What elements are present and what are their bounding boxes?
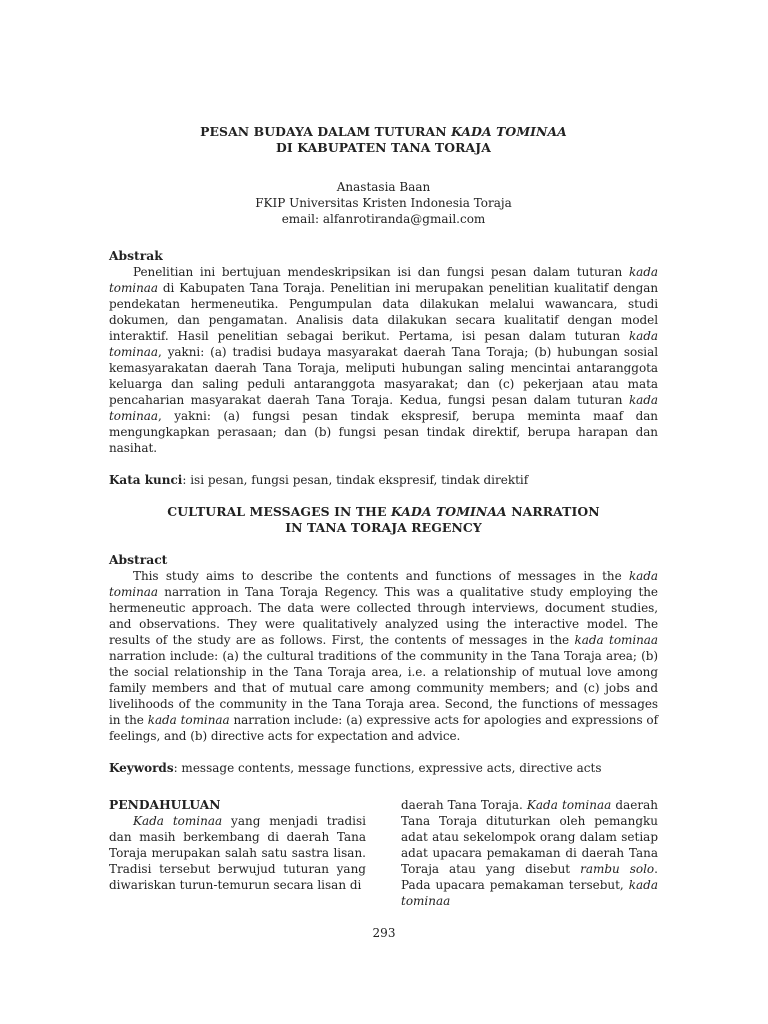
left-italic: Kada tominaa (133, 814, 223, 828)
abstrak-text-4: , yakni: (a) fungsi pesan tindak ekspresif, berupa meminta maaf dan mengungkapkan perasaan; dan (b) fungsi pesan tindak direktif, berupa harapan dan nasihat. (109, 409, 658, 455)
abstract-text-3: narration include: (a) the cultural traditions of the community in the Tana Toraja area; (b) the social relationship in the Tana Toraja area, i.e. a relationship of mutual love among family members and that of mutual care among community members; and (c) jobs and livelihoods of the community in the Tana Toraja area. Second, the functions of messages in the (109, 649, 658, 727)
abstract-text-1: This study aims to describe the contents and functions of messages in the (133, 569, 629, 583)
right-italic-3: kada tominaa (401, 878, 658, 908)
pendahuluan-heading: PENDAHULUAN (109, 797, 221, 812)
abstrak-text-1: Penelitian ini bertujuan mendeskripsikan isi dan fungsi pesan dalam tuturan (133, 265, 629, 279)
article-header-and-abstracts (109, 124, 658, 776)
title-english-italic: KADA TOMINAA (390, 504, 507, 519)
right-column (401, 797, 658, 909)
abstract-italic-3: kada tominaa (147, 713, 230, 727)
title-english-line1 (109, 504, 658, 520)
abstract-heading: Abstract (109, 552, 168, 567)
title-indonesian (109, 124, 658, 156)
title-english-line2: IN TANA TORAJA REGENCY (285, 520, 482, 535)
abstrak-italic-2: kada tominaa (109, 329, 658, 359)
right-text-1: daerah Tana Toraja. (401, 798, 527, 812)
kata-kunci-label: Kata kunci (109, 473, 183, 487)
abstract-text-4: narration include: (a) expressive acts for apologies and expressions of feelings, and (b) directive acts for expectation and advice. (109, 713, 659, 743)
keywords (109, 760, 658, 776)
right-text-3: . Pada upacara pemakaman tersebut, (401, 862, 658, 892)
title-indonesian-italic: KADA TOMINAA (451, 124, 567, 139)
kata-kunci-text: : isi pesan, fungsi pesan, tindak ekspresif, tindak direktif (182, 473, 529, 487)
title-indonesian-text: PESAN BUDAYA DALAM TUTURAN (200, 124, 452, 139)
title-english (109, 504, 658, 536)
abstract-section (109, 552, 658, 744)
left-column (109, 797, 366, 909)
keywords-label: Keywords (109, 761, 174, 775)
author-affiliation: FKIP Universitas Kristen Indonesia Toraja (255, 196, 512, 210)
page-number: 293 (372, 926, 396, 940)
author-block (109, 179, 658, 227)
left-text: yang menjadi tradisi dan masih berkembang di daerah Tana Toraja merupakan salah satu sastra lisan. Tradisi tersebut berwujud tuturan yang diwariskan turun-temurun secara lisan di (109, 814, 366, 892)
abstrak-italic-1: kada tominaa (109, 265, 658, 295)
keywords-text: : message contents, message functions, expressive acts, directive acts (173, 761, 602, 775)
abstrak-section (109, 248, 658, 456)
author-name: Anastasia Baan (336, 180, 431, 194)
title-indonesian-line2: DI KABUPATEN TANA TORAJA (276, 140, 491, 155)
right-column-paragraph (401, 797, 658, 909)
abstract-italic-1: kada tominaa (109, 569, 658, 599)
left-column-paragraph (109, 813, 366, 893)
right-italic-1: Kada tominaa (526, 798, 612, 812)
abstract-text-2: narration in Tana Toraja Regency. This was a qualitative study employing the hermeneutic approach. The data were collected through interviews, document studies, and observations. They were qualitatively analyzed using the interactive model. The results of the study are as follows. First, the contents of messages in the (109, 585, 658, 647)
abstract-italic-2: kada tominaa (574, 633, 658, 647)
abstrak-italic-3: kada tominaa (109, 393, 658, 423)
title-english-text: CULTURAL MESSAGES IN THE (167, 504, 391, 519)
abstrak-body (109, 264, 658, 456)
right-italic-2: rambu solo (580, 862, 655, 876)
title-english-text-post: NARRATION (506, 504, 600, 519)
abstrak-heading: Abstrak (109, 248, 163, 263)
abstrak-text-2: di Kabupaten Tana Toraja. Penelitian ini merupakan penelitian kualitatif dengan pendekatan hermeneutika. Pengumpulan data dilakukan melalui wawancara, studi dokumen, dan pengamatan. Analisis data dilakukan secara kualitatif dengan model interaktif. Hasil penelitian sebagai berikut. Pertama, isi pesan dalam tuturan (109, 281, 658, 343)
kata-kunci (109, 472, 658, 488)
right-text-2: daerah Tana Toraja dituturkan oleh pemangku adat atau sekelompok orang dalam setiap adat upacara pemakaman di daerah Tana Toraja atau yang disebut (401, 798, 658, 876)
title-indonesian-line1 (109, 124, 658, 140)
body-columns (109, 797, 658, 909)
abstract-body (109, 568, 658, 744)
abstrak-text-3: , yakni: (a) tradisi budaya masyarakat daerah Tana Toraja; (b) hubungan sosial kemasyarakatan daerah Tana Toraja, meliputi hubungan saling mencintai antaranggota keluarga dan saling peduli antaranggota masyarakat; dan (c) pekerjaan atau mata pencaharian masyarakat daerah Tana Toraja. Kedua, fungsi pesan dalam tuturan (109, 345, 658, 407)
author-email: email: alfanrotiranda@gmail.com (281, 212, 486, 226)
